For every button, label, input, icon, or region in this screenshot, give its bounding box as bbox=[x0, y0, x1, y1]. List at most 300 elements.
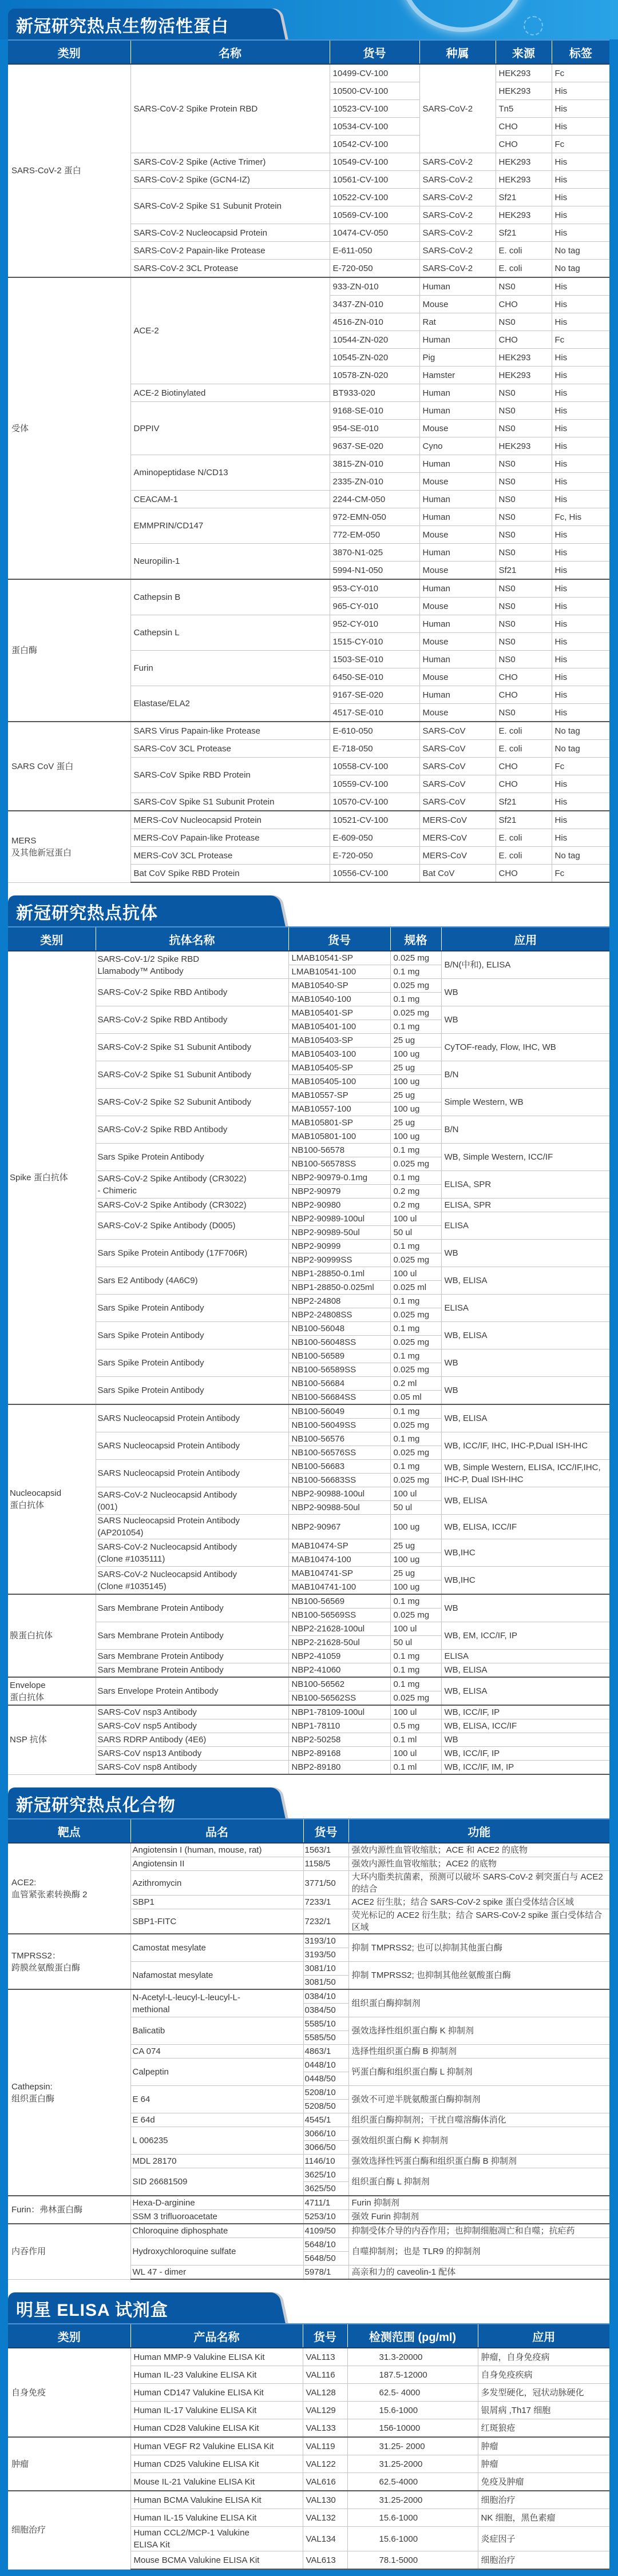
target-cell: 内吞作用 bbox=[8, 2224, 130, 2279]
kit-name: Human IL-17 Valukine ELISA Kit bbox=[130, 2402, 303, 2419]
target-cell: ACE2: 血管紧张素转换酶 2 bbox=[8, 1843, 130, 1934]
catalog-number: LMAB10541-100 bbox=[288, 965, 390, 979]
catalog-number: 5648/10 bbox=[303, 2238, 348, 2252]
application: WB, ELISA, ICC/IF bbox=[441, 1515, 609, 1539]
catalog-number: NB100-56683SS bbox=[288, 1474, 390, 1487]
catalog-number: 4517-SE-010 bbox=[330, 704, 419, 722]
catalog-number: 10544-ZN-020 bbox=[330, 331, 419, 349]
species: Human bbox=[419, 508, 496, 526]
product-name: SARS-CoV-2 3CL Protease bbox=[130, 260, 330, 278]
application: WB bbox=[441, 979, 609, 1006]
catalog-number: 10578-ZN-020 bbox=[330, 367, 419, 384]
catalog-number: NB100-56684 bbox=[288, 1377, 390, 1391]
table-row bbox=[8, 979, 609, 993]
catalog-number: MAB105401-SP bbox=[288, 1006, 390, 1020]
size: 50 ul bbox=[390, 1501, 441, 1515]
protein-table bbox=[8, 39, 609, 883]
catalog-number: VAL134 bbox=[303, 2527, 347, 2551]
tag: His bbox=[552, 526, 609, 544]
table-row bbox=[8, 1267, 609, 1281]
catalog-number: 5978/1 bbox=[303, 2266, 348, 2280]
tag: His bbox=[552, 668, 609, 686]
species: SARS-CoV-2 bbox=[419, 224, 496, 242]
function: 抑制受体介导的内吞作用；也抑制细胞凋亡和自噬；抗疟药 bbox=[348, 2224, 609, 2238]
column-header: 货号 bbox=[330, 40, 419, 64]
application: WB, ICC/IF, IP bbox=[441, 1747, 609, 1761]
table-row bbox=[8, 1539, 609, 1553]
size: 25 ug bbox=[390, 1061, 441, 1075]
catalog-number: NBP2-24808 bbox=[288, 1295, 390, 1308]
source: CHO bbox=[496, 775, 552, 793]
size: 0.1 mg bbox=[390, 1295, 441, 1308]
compound-name: Balicatib bbox=[130, 2017, 303, 2045]
kit-name: Mouse BCMA Valukine ELISA Kit bbox=[130, 2551, 303, 2570]
table-row bbox=[8, 1747, 609, 1761]
catalog-number: NBP2-90979 bbox=[288, 1185, 390, 1199]
catalog-number: 5208/10 bbox=[303, 2086, 348, 2100]
size: 0.025 mg bbox=[390, 1474, 441, 1487]
product-name: Furin bbox=[130, 651, 330, 686]
column-header: 产品名称 bbox=[130, 2324, 303, 2348]
catalog-number: MAB105405-100 bbox=[288, 1075, 390, 1089]
column-header: 货号 bbox=[303, 2324, 347, 2348]
antibody-name: Sars E2 Antibody (4A6C9) bbox=[96, 1267, 288, 1295]
table-row bbox=[8, 1460, 609, 1474]
species: Hamster bbox=[419, 367, 496, 384]
catalog-number: NBP2-90999SS bbox=[288, 1253, 390, 1267]
source: NS0 bbox=[496, 277, 552, 296]
source: E. coli bbox=[496, 242, 552, 260]
species: Mouse bbox=[419, 473, 496, 491]
application: WB, ELISA bbox=[441, 1677, 609, 1705]
function: 荧光标记的 ACE2 衍生肽；结合 SARS-CoV-2 spike 蛋白受体结合区域 bbox=[348, 1909, 609, 1934]
source: NS0 bbox=[496, 384, 552, 402]
tag: His bbox=[552, 367, 609, 384]
catalog-number: 4516-ZN-010 bbox=[330, 313, 419, 331]
detection-range: 31.25-2000 bbox=[347, 2491, 478, 2509]
catalog-number: MAB105801-100 bbox=[288, 1130, 390, 1144]
catalog-number: NB100-56569 bbox=[288, 1594, 390, 1608]
application: WB, ELISA bbox=[441, 1663, 609, 1678]
application: 肿瘤 bbox=[478, 2455, 609, 2473]
table-row bbox=[8, 1677, 609, 1691]
species: Human bbox=[419, 402, 496, 420]
application: WB bbox=[441, 1349, 609, 1377]
kit-name: Human IL-23 Valukine ELISA Kit bbox=[130, 2366, 303, 2384]
size: 100 ul bbox=[390, 1267, 441, 1281]
species: Human bbox=[419, 331, 496, 349]
species: SARS-CoV-2 bbox=[419, 189, 496, 206]
catalog-number: VAL113 bbox=[303, 2348, 347, 2366]
species: SARS-CoV-2 bbox=[419, 171, 496, 189]
column-header: 抗体名称 bbox=[96, 927, 288, 951]
species: Pig bbox=[419, 349, 496, 367]
detection-range: 15.6-1000 bbox=[347, 2402, 478, 2419]
antibody-name: SARS-CoV-2 Nucleocapsid Antibody (001) bbox=[96, 1487, 288, 1515]
species: SARS-CoV bbox=[419, 740, 496, 758]
application: 肿瘤 bbox=[478, 2437, 609, 2455]
species: SARS-CoV-2 bbox=[419, 206, 496, 224]
source: HEK293 bbox=[496, 437, 552, 455]
function: 强效内源性血管收缩肽；ACE 和 ACE2 的底物 bbox=[348, 1843, 609, 1857]
kit-name: Human VEGF R2 Valukine ELISA Kit bbox=[130, 2437, 303, 2455]
catalog-number: NBP1-78109-100ul bbox=[288, 1705, 390, 1719]
application: WB bbox=[441, 1240, 609, 1267]
function: 组织蛋白酶抑制剂；干扰自噬溶酶体消化 bbox=[348, 2113, 609, 2127]
size: 0.1 mg bbox=[390, 1322, 441, 1336]
catalog-number: NBP2-21628-100ul bbox=[288, 1622, 390, 1636]
antibody-name: Sars Membrane Protein Antibody bbox=[96, 1650, 288, 1663]
tag: His bbox=[552, 811, 609, 829]
column-header: 种属 bbox=[419, 40, 496, 64]
table-row bbox=[8, 1322, 609, 1336]
product-name: MERS-CoV 3CL Protease bbox=[130, 847, 330, 865]
catalog-number: NB100-56589SS bbox=[288, 1363, 390, 1377]
species: SARS-CoV bbox=[419, 793, 496, 811]
catalog-number: 4109/50 bbox=[303, 2224, 348, 2238]
application: WB, Simple Western, ELISA, ICC/IF,IHC, IHC-P, Dual ISH-IHC bbox=[441, 1460, 609, 1487]
product-name: ACE-2 Biotinylated bbox=[130, 384, 330, 402]
column-header: 品名 bbox=[130, 1819, 303, 1843]
catalog-number: VAL119 bbox=[303, 2437, 347, 2455]
table-row bbox=[8, 1843, 609, 1857]
function: 强效选择性钙蛋白酶和组织蛋白酶 B 抑制剂 bbox=[348, 2155, 609, 2168]
catalog-number: 3870-N1-025 bbox=[330, 544, 419, 562]
catalog-number: 10556-CV-100 bbox=[330, 865, 419, 883]
tag: His bbox=[552, 615, 609, 633]
source: HEK293 bbox=[496, 82, 552, 100]
antibody-name: SARS-CoV-2 Nucleocapsid Antibody (Clone #1035111) bbox=[96, 1539, 288, 1567]
application: ELISA bbox=[441, 1650, 609, 1663]
catalog-number: 10523-CV-100 bbox=[330, 100, 419, 118]
catalog-number: 3815-ZN-010 bbox=[330, 455, 419, 473]
catalog-number: 3625/10 bbox=[303, 2168, 348, 2182]
category-cell: 自身免疫 bbox=[8, 2348, 130, 2437]
catalog-number: NB100-56049SS bbox=[288, 1419, 390, 1432]
application: ELISA bbox=[441, 1212, 609, 1240]
catalog-number: MAB105801-SP bbox=[288, 1116, 390, 1130]
compound-name: Angiotensin II bbox=[130, 1857, 303, 1871]
application: 炎症因子 bbox=[478, 2527, 609, 2551]
function: 组织蛋白酶抑制剂 bbox=[348, 1989, 609, 2017]
table-row bbox=[8, 1663, 609, 1678]
catalog-number: NBP2-90967 bbox=[288, 1515, 390, 1539]
catalog-number: 0448/50 bbox=[303, 2072, 348, 2086]
catalog-number: 4711/1 bbox=[303, 2196, 348, 2210]
column-header: 应用 bbox=[441, 927, 609, 951]
catalog-number: 3771/50 bbox=[303, 1871, 348, 1896]
size: 100 ul bbox=[390, 1747, 441, 1761]
table-row bbox=[8, 1240, 609, 1253]
catalog-number: 3081/10 bbox=[303, 1962, 348, 1976]
application: WB bbox=[441, 1377, 609, 1405]
product-name: Cathepsin B bbox=[130, 579, 330, 615]
catalog-number: NBP2-21628-50ul bbox=[288, 1636, 390, 1650]
catalog-number: MAB104741-SP bbox=[288, 1567, 390, 1580]
table-row bbox=[8, 811, 609, 829]
size: 0.025 mg bbox=[390, 1253, 441, 1267]
species: Human bbox=[419, 651, 496, 668]
tag: His bbox=[552, 296, 609, 313]
catalog-number: 5208/50 bbox=[303, 2100, 348, 2113]
catalog-number: NBP2-90988-100ul bbox=[288, 1487, 390, 1501]
function: 抑制 TMPRSS2; 也可以抑制其他蛋白酶 bbox=[348, 1934, 609, 1962]
application: WB, Simple Western, ICC/IF bbox=[441, 1144, 609, 1171]
source: NS0 bbox=[496, 526, 552, 544]
antibody-name: Sars Spike Protein Antibody bbox=[96, 1322, 288, 1349]
species: Mouse bbox=[419, 562, 496, 580]
application: B/N bbox=[441, 1061, 609, 1089]
catalog-number: 3081/50 bbox=[303, 1976, 348, 1990]
kit-name: Human CCL2/MCP-1 Valukine ELISA Kit bbox=[130, 2527, 303, 2551]
size: 0.1 ml bbox=[390, 1733, 441, 1747]
tag: His bbox=[552, 224, 609, 242]
function: 抑制 TMPRSS2; 也抑制其他丝氨酸蛋白酶 bbox=[348, 1962, 609, 1990]
source: NS0 bbox=[496, 651, 552, 668]
source: Sf21 bbox=[496, 562, 552, 580]
catalog-number: 1563/1 bbox=[303, 1843, 348, 1857]
application: WB,IHC bbox=[441, 1539, 609, 1567]
application: NK 细胞，黑色素瘤 bbox=[478, 2509, 609, 2527]
tag: Fc, His bbox=[552, 508, 609, 526]
compound-table bbox=[8, 1818, 609, 2280]
tag: His bbox=[552, 686, 609, 704]
catalog-number: NBP2-24808SS bbox=[288, 1308, 390, 1322]
category-cell: 蛋白酶 bbox=[8, 579, 130, 722]
tag: No tag bbox=[552, 740, 609, 758]
function: 高亲和力的 caveolin-1 配体 bbox=[348, 2266, 609, 2280]
species: Human bbox=[419, 579, 496, 598]
species: Human bbox=[419, 384, 496, 402]
section-title-elisa bbox=[8, 2291, 609, 2323]
table-row bbox=[8, 1934, 609, 1948]
application: B/N bbox=[441, 1116, 609, 1144]
tag: His bbox=[552, 598, 609, 615]
tag: His bbox=[552, 206, 609, 224]
product-name: MERS-CoV Papain-like Protease bbox=[130, 829, 330, 847]
table-row bbox=[8, 722, 609, 740]
tag: No tag bbox=[552, 260, 609, 278]
tag: His bbox=[552, 100, 609, 118]
catalog-number: 3066/50 bbox=[303, 2141, 348, 2155]
size: 0.5 mg bbox=[390, 1719, 441, 1733]
size: 0.025 mg bbox=[390, 1691, 441, 1706]
size: 0.1 ml bbox=[390, 1761, 441, 1775]
catalog-number: 933-ZN-010 bbox=[330, 277, 419, 296]
size: 0.025 mg bbox=[390, 1446, 441, 1460]
top-banner bbox=[0, 0, 618, 39]
tag: His bbox=[552, 455, 609, 473]
size: 0.025 mg bbox=[390, 951, 441, 965]
catalog-number: 4545/1 bbox=[303, 2113, 348, 2127]
catalog-number: MAB105403-SP bbox=[288, 1034, 390, 1048]
application: WB, ELISA bbox=[441, 1404, 609, 1432]
table-row bbox=[8, 1199, 609, 1212]
compound-name: Azithromycin bbox=[130, 1871, 303, 1896]
tag: Fc bbox=[552, 331, 609, 349]
product-name: Neuropilin-1 bbox=[130, 544, 330, 580]
application: WB,IHC bbox=[441, 1567, 609, 1595]
catalog-number: NBP2-41059 bbox=[288, 1650, 390, 1663]
function: 强效内源性血管收缩肽；ACE2 的底物 bbox=[348, 1857, 609, 1871]
species: Bat CoV bbox=[419, 865, 496, 883]
table-row bbox=[8, 1432, 609, 1446]
catalog-number: VAL122 bbox=[303, 2455, 347, 2473]
compound-name: E 64d bbox=[130, 2113, 303, 2127]
catalog-number: 7233/1 bbox=[303, 1896, 348, 1909]
source: HEK293 bbox=[496, 206, 552, 224]
table-row bbox=[8, 1567, 609, 1580]
catalog-number: NB100-56576SS bbox=[288, 1446, 390, 1460]
kit-name: Human MMP-9 Valukine ELISA Kit bbox=[130, 2348, 303, 2366]
size: 0.025 mg bbox=[390, 1336, 441, 1349]
application: B/N(中和), ELISA bbox=[441, 951, 609, 979]
catalog-number: NB100-56683 bbox=[288, 1460, 390, 1474]
catalog-number: NBP1-28850-0.1ml bbox=[288, 1267, 390, 1281]
table-row bbox=[8, 1650, 609, 1663]
compound-name: SID 26681509 bbox=[130, 2168, 303, 2196]
size: 0.1 mg bbox=[390, 993, 441, 1006]
table-row bbox=[8, 2491, 609, 2509]
table-row bbox=[8, 1515, 609, 1539]
size: 100 ug bbox=[390, 1580, 441, 1595]
catalog-number: 5648/50 bbox=[303, 2252, 348, 2266]
tag: His bbox=[552, 313, 609, 331]
catalog-number: NBP2-90980 bbox=[288, 1199, 390, 1212]
catalog-number: NB100-56684SS bbox=[288, 1391, 390, 1405]
function: 大环内脂类抗菌素，预测可以破坏 SARS-CoV-2 刺突蛋白与 ACE2 的结合 bbox=[348, 1871, 609, 1896]
species: Human bbox=[419, 544, 496, 562]
source: Sf21 bbox=[496, 189, 552, 206]
table-row bbox=[8, 579, 609, 598]
application: WB bbox=[441, 1733, 609, 1747]
catalog-number: 1503-SE-010 bbox=[330, 651, 419, 668]
antibody-name: SARS-CoV-2 Spike Antibody (CR3022) bbox=[96, 1199, 288, 1212]
product-name: Bat CoV Spike RBD Protein bbox=[130, 865, 330, 883]
antibody-name: Sars Membrane Protein Antibody bbox=[96, 1594, 288, 1622]
compound-name: MDL 28170 bbox=[130, 2155, 303, 2168]
table-row bbox=[8, 1761, 609, 1775]
function: Furin 抑制剂 bbox=[348, 2196, 609, 2210]
tag: No tag bbox=[552, 722, 609, 740]
source: E. coli bbox=[496, 260, 552, 278]
application: WB, ICC/IF, IHC, IHC-P,Dual ISH-IHC bbox=[441, 1432, 609, 1460]
catalog-number: 9637-SE-020 bbox=[330, 437, 419, 455]
antibody-name: SARS-CoV-2 Spike RBD Antibody bbox=[96, 979, 288, 1006]
size: 100 ul bbox=[390, 1487, 441, 1501]
catalog-number: MAB105405-SP bbox=[288, 1061, 390, 1075]
size: 0.025 mg bbox=[390, 1608, 441, 1622]
size: 0.1 mg bbox=[390, 965, 441, 979]
table-row bbox=[8, 1116, 609, 1130]
tag: His bbox=[552, 651, 609, 668]
catalog-number: NBP2-41060 bbox=[288, 1663, 390, 1678]
size: 50 ul bbox=[390, 1636, 441, 1650]
size: 25 ug bbox=[390, 1567, 441, 1580]
species: SARS-CoV-2 bbox=[419, 242, 496, 260]
compound-name: Angiotensin I (human, mouse, rat) bbox=[130, 1843, 303, 1857]
compound-name: WL 47 - dimer bbox=[130, 2266, 303, 2280]
table-row bbox=[8, 1295, 609, 1308]
size: 100 ug bbox=[390, 1048, 441, 1061]
application: WB, ICC/IF, IP bbox=[441, 1705, 609, 1719]
species: Mouse bbox=[419, 704, 496, 722]
source: CHO bbox=[496, 296, 552, 313]
tag: Fc bbox=[552, 758, 609, 775]
size: 0.1 mg bbox=[390, 1663, 441, 1678]
antibody-name: SARS-CoV-2 Spike S1 Subunit Antibody bbox=[96, 1061, 288, 1089]
table-row bbox=[8, 277, 609, 296]
column-header: 类别 bbox=[8, 927, 96, 951]
product-name: SARS-CoV-2 Spike Protein RBD bbox=[130, 64, 330, 153]
size: 0.1 mg bbox=[390, 1594, 441, 1608]
tag: His bbox=[552, 82, 609, 100]
application: 红斑狼疮 bbox=[478, 2419, 609, 2438]
source: NS0 bbox=[496, 420, 552, 437]
size: 100 ug bbox=[390, 1075, 441, 1089]
catalog-number: VAL130 bbox=[303, 2491, 347, 2509]
application: 多发型硬化，冠状动脉硬化 bbox=[478, 2384, 609, 2402]
catalog-number: NBP1-78110 bbox=[288, 1719, 390, 1733]
detection-range: 78.1-5000 bbox=[347, 2551, 478, 2570]
detection-range: 31.25-2000 bbox=[347, 2455, 478, 2473]
catalog-number: MAB105403-100 bbox=[288, 1048, 390, 1061]
catalog-number: MAB10540-100 bbox=[288, 993, 390, 1006]
table-row bbox=[8, 951, 609, 965]
function: 强效 Furin 抑制剂 bbox=[348, 2210, 609, 2224]
table-row bbox=[8, 1594, 609, 1608]
application: 银屑病 ,Th17 细胞 bbox=[478, 2402, 609, 2419]
catalog-number: 1146/10 bbox=[303, 2155, 348, 2168]
species: SARS-CoV-2 bbox=[419, 64, 496, 153]
application: ELISA bbox=[441, 1295, 609, 1322]
size: 25 ug bbox=[390, 1089, 441, 1102]
size: 0.1 mg bbox=[390, 1650, 441, 1663]
catalog-number: VAL116 bbox=[303, 2366, 347, 2384]
catalog-number: 772-EM-050 bbox=[330, 526, 419, 544]
product-name: SARS-CoV-2 Papain-like Protease bbox=[130, 242, 330, 260]
kit-name: Human CD25 Valukine ELISA Kit bbox=[130, 2455, 303, 2473]
function: ACE2 衍生肽；结合 SARS-CoV-2 spike 蛋白受体结合区域 bbox=[348, 1896, 609, 1909]
catalog-number: LMAB10541-SP bbox=[288, 951, 390, 965]
elisa-table bbox=[8, 2323, 609, 2570]
kit-name: Human CD28 Valukine ELISA Kit bbox=[130, 2419, 303, 2438]
table-row bbox=[8, 2348, 609, 2366]
source: NS0 bbox=[496, 544, 552, 562]
product-name: SARS Virus Papain-like Protease bbox=[130, 722, 330, 740]
tag: His bbox=[552, 402, 609, 420]
catalog-number: VAL616 bbox=[303, 2473, 347, 2491]
catalog-number: NBP2-90988-50ul bbox=[288, 1501, 390, 1515]
source: NS0 bbox=[496, 491, 552, 508]
catalog-number: 7232/1 bbox=[303, 1909, 348, 1934]
source: CHO bbox=[496, 758, 552, 775]
catalog-number: 9168-SE-010 bbox=[330, 402, 419, 420]
size: 0.025 ml bbox=[390, 1281, 441, 1295]
size: 0.1 mg bbox=[390, 1171, 441, 1185]
tag: His bbox=[552, 189, 609, 206]
tag: His bbox=[552, 544, 609, 562]
size: 100 ul bbox=[390, 1622, 441, 1636]
source: HEK293 bbox=[496, 153, 552, 171]
category-cell: SARS-CoV-2 蛋白 bbox=[8, 64, 130, 277]
table-row bbox=[8, 1144, 609, 1157]
kit-name: Human CD147 Valukine ELISA Kit bbox=[130, 2384, 303, 2402]
table-row bbox=[8, 2437, 609, 2455]
species: MERS-CoV bbox=[419, 847, 496, 865]
compound-name: SBP1-FITC bbox=[130, 1909, 303, 1934]
antibody-name: Sars Membrane Protein Antibody bbox=[96, 1663, 288, 1678]
